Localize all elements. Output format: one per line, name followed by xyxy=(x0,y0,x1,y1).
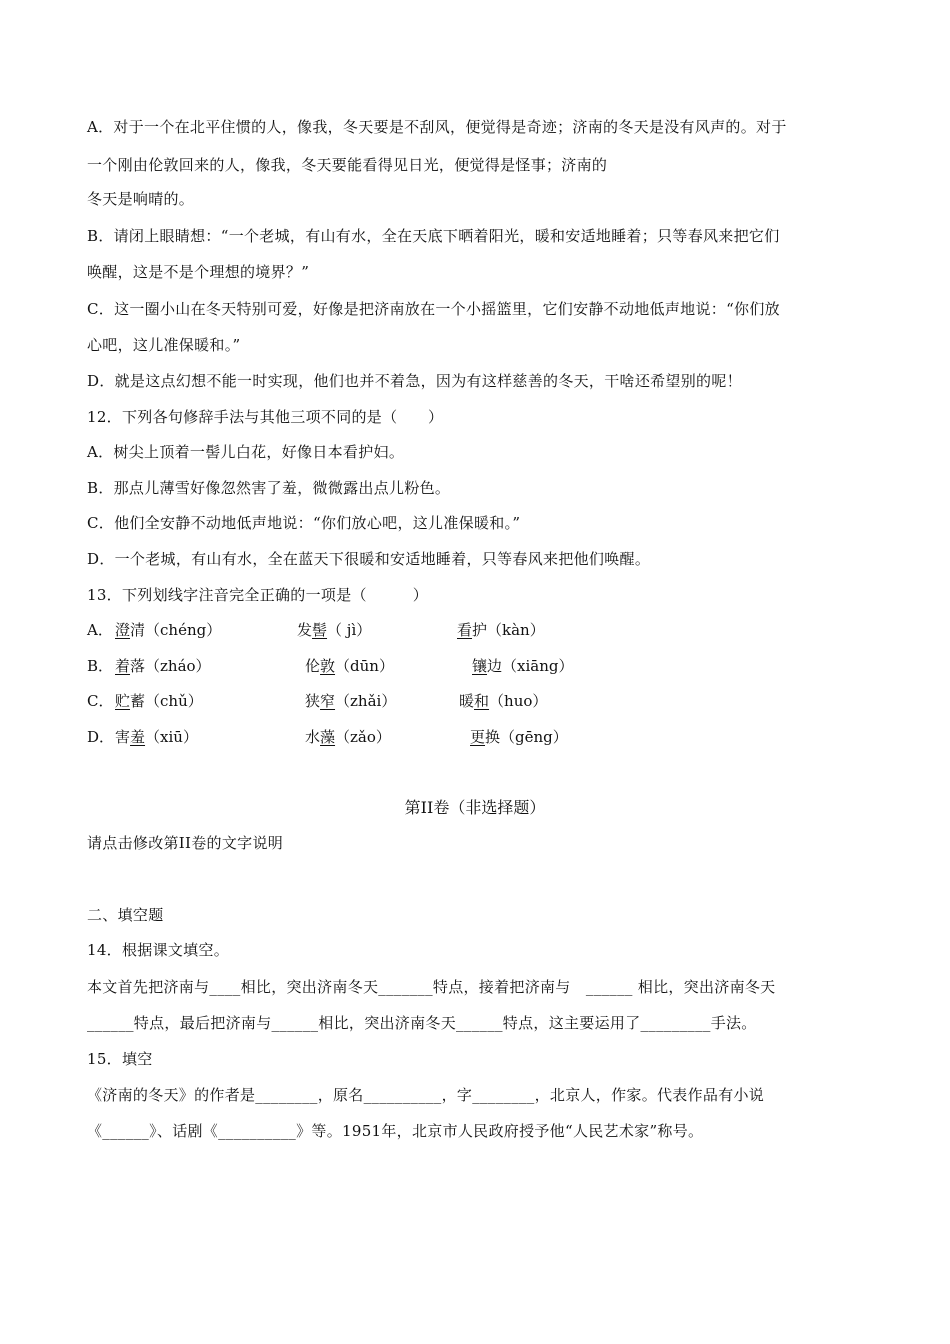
q13-option-c-label: C． xyxy=(87,692,114,710)
q13-option-c-item2: 狭窄（zhǎi） xyxy=(305,692,397,710)
q14-line2: ______特点，最后把济南与______相比，突出济南冬天______特点，这主要运用了_________手法。 xyxy=(87,1014,757,1032)
q12-option-a: A．树尖上顶着一髻儿白花，好像日本看护妇。 xyxy=(87,443,405,461)
underlined-char: 看 xyxy=(457,621,473,639)
q15-line2: 《______》、话剧《__________》等。1951年，北京市人民政府授予他“人民艺术家”称号。 xyxy=(87,1122,704,1140)
q13-option-b-item3: 镶边（xiāng） xyxy=(472,657,574,675)
underlined-char: 羞 xyxy=(130,728,146,746)
q14-stem: 14．根据课文填空。 xyxy=(87,941,230,959)
q11-option-a-line2: 一个刚由伦敦回来的人，像我，冬天要能看得见日光，便觉得是怪事；济南的 xyxy=(87,156,608,174)
q13-option-a-label: A． xyxy=(87,621,113,639)
q13-option-b-item2: 伦敦（dūn） xyxy=(305,657,394,675)
q11-option-b-line2: 唤醒，这是不是个理想的境界？” xyxy=(87,263,310,281)
q12-option-c: C．他们全安静不动地低声地说：“你们放心吧，这儿准保暖和。” xyxy=(87,514,521,532)
underlined-char: 澄 xyxy=(115,621,131,639)
q13-option-a-item1: 澄清（chéng） xyxy=(115,621,222,639)
underlined-char: 藻 xyxy=(320,728,336,746)
q14-line1: 本文首先把济南与____相比，突出济南冬天_______特点，接着把济南与 ______ 相比，突出济南冬天 xyxy=(87,978,776,996)
underlined-char: 和 xyxy=(474,692,490,710)
q11-option-c-line1: C．这一圈小山在冬天特别可爱，好像是把济南放在一个小摇篮里，它们安静不动地低声地说：“你们放 xyxy=(87,300,780,318)
q13-option-d-label: D． xyxy=(87,728,115,746)
q13-option-a-item2: 发髻（ jì） xyxy=(297,621,372,639)
underlined-char: 敦 xyxy=(320,657,336,675)
underlined-char: 更 xyxy=(470,728,486,746)
q15-stem: 15．填空 xyxy=(87,1050,153,1068)
q13-option-d-item2: 水藻（zǎo） xyxy=(305,728,391,746)
q13-option-b-item1: 着落（zháo） xyxy=(115,657,211,675)
q13-option-b-label: B． xyxy=(87,657,114,675)
q12-option-b: B．那点儿薄雪好像忽然害了羞，微微露出点儿粉色。 xyxy=(87,479,451,497)
q13-option-d-item1: 害羞（xiū） xyxy=(115,728,198,746)
q11-option-c-line2: 心吧，这儿准保暖和。” xyxy=(87,336,241,354)
q13-option-c-item3: 暖和（huo） xyxy=(459,692,548,710)
part2-title: 第II卷（非选择题） xyxy=(404,798,546,817)
underlined-char: 镶 xyxy=(472,657,488,675)
q11-option-a-line3: 冬天是响晴的。 xyxy=(87,190,195,208)
underlined-char: 贮 xyxy=(115,692,131,710)
q12-stem: 12．下列各句修辞手法与其他三项不同的是（ ） xyxy=(87,408,444,426)
underlined-char: 着 xyxy=(115,657,131,675)
q11-option-b-line1: B．请闭上眼睛想：“一个老城，有山有水，全在天底下晒着阳光，暖和安适地睡着；只等春风来把它们 xyxy=(87,227,780,245)
q11-option-a-line1: A．对于一个在北平住惯的人，像我，冬天要是不刮风，便觉得是奇迹；济南的冬天是没有风声的。对于 xyxy=(87,118,787,136)
underlined-char: 髻 xyxy=(312,621,328,639)
q15-line1: 《济南的冬天》的作者是________，原名__________，字________，北京人，作家。代表作品有小说 xyxy=(87,1086,765,1104)
q12-option-d: D．一个老城，有山有水，全在蓝天下很暖和安适地睡着，只等春风来把他们唤醒。 xyxy=(87,550,651,568)
q11-option-d-line1: D．就是这点幻想不能一时实现，他们也并不着急，因为有这样慈善的冬天，干啥还希望别的呢！ xyxy=(87,372,742,390)
section-heading: 二、填空题 xyxy=(87,906,164,924)
q13-option-d-item3: 更换（gēng） xyxy=(470,728,568,746)
q13-stem: 13．下列划线字注音完全正确的一项是（ ） xyxy=(87,586,428,604)
part2-note: 请点击修改第II卷的文字说明 xyxy=(87,834,284,852)
q13-option-c-item1: 贮蓄（chǔ） xyxy=(115,692,203,710)
q13-option-a-item3: 看护（kàn） xyxy=(457,621,545,639)
underlined-char: 窄 xyxy=(320,692,336,710)
